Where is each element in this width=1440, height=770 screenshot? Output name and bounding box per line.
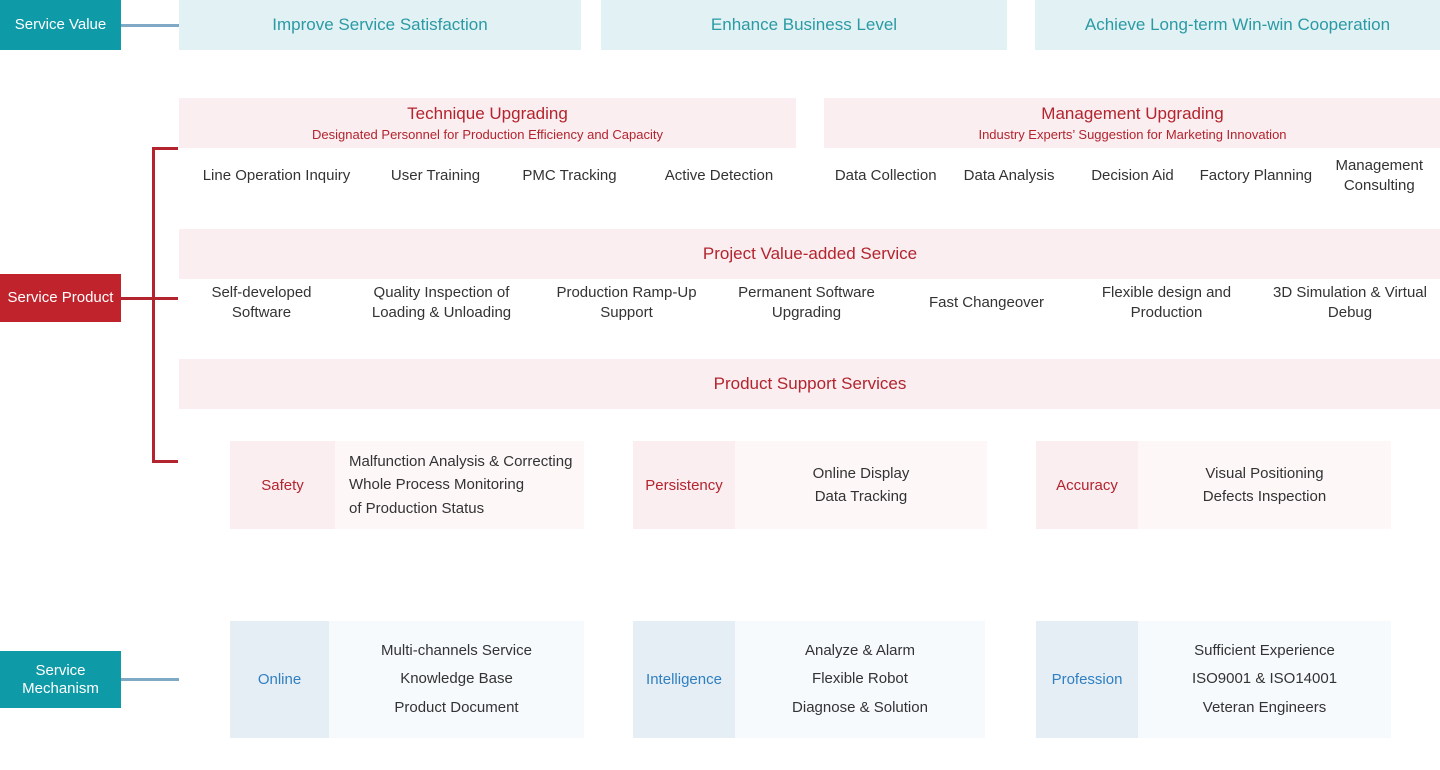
service-mechanism-card-line: Veteran Engineers — [1202, 698, 1327, 716]
service-value-card — [601, 0, 1007, 50]
technique-item: Active Detection — [664, 166, 774, 184]
technique-upgrading-band — [179, 98, 796, 148]
product-support-card-body — [735, 441, 987, 529]
management-item: Factory Planning — [1199, 166, 1313, 184]
service-mechanism-card-body — [735, 621, 987, 738]
value-added-item: Fast Changeover — [928, 293, 1045, 311]
connector-bracket-middle — [121, 297, 178, 300]
management-item: Data Collection — [834, 166, 937, 184]
product-support-card-line: Online Display — [812, 464, 910, 482]
value-added-item: Quality Inspection of Loading & Unloading — [371, 283, 512, 321]
management-item: Management Consulting — [1335, 156, 1424, 194]
value-added-item: 3D Simulation & Virtual Debug — [1273, 283, 1427, 321]
service-mechanism-card — [1036, 621, 1391, 738]
product-support-services-band — [179, 359, 1440, 409]
product-support-card-key: Accuracy — [1036, 441, 1138, 529]
management-upgrading-band — [824, 98, 1440, 148]
value-added-service-items — [179, 275, 1440, 331]
technique-upgrading-items — [179, 155, 796, 197]
connector-line-service-mechanism — [121, 678, 179, 681]
product-support-card-key: Persistency — [633, 441, 735, 529]
connector-line-service-value — [121, 24, 179, 27]
service-mechanism-card-line: Analyze & Alarm — [804, 641, 916, 659]
product-support-card — [1036, 441, 1391, 529]
service-mechanism-card — [633, 621, 987, 738]
service-mechanism-card-body — [1138, 621, 1391, 738]
category-label-service-value-text: Service Value — [14, 16, 107, 33]
service-mechanism-card-key: Profession — [1036, 621, 1138, 738]
service-mechanism-card — [230, 621, 584, 738]
value-added-item: Permanent Software Upgrading — [738, 283, 875, 321]
service-value-card-text: Enhance Business Level — [710, 15, 898, 34]
service-mechanism-card-line: Multi-channels Service — [381, 641, 532, 659]
product-support-card-body — [335, 441, 584, 529]
product-support-card-body — [1138, 441, 1391, 529]
category-label-service-mechanism-text: Service Mechanism — [22, 661, 99, 697]
service-value-card — [1035, 0, 1440, 50]
management-upgrading-subtitle: Industry Experts’ Suggestion for Marketing Innovation — [978, 126, 1287, 142]
management-upgrading-items — [824, 155, 1440, 197]
service-value-card — [179, 0, 581, 50]
value-added-item: Flexible design and Production — [1101, 283, 1232, 321]
service-mechanism-card-key: Online — [230, 621, 329, 738]
service-mechanism-card-line: Product Document — [394, 698, 519, 716]
product-support-card-line: Malfunction Analysis & Correcting — [349, 453, 573, 471]
management-upgrading-title: Management Upgrading — [1041, 103, 1224, 123]
category-label-service-mechanism — [0, 651, 121, 708]
product-support-services-title: Product Support Services — [713, 373, 907, 393]
value-added-service-band — [179, 229, 1440, 279]
value-added-item: Production Ramp-Up Support — [556, 283, 697, 321]
management-item: Data Analysis — [963, 166, 1055, 184]
product-support-card-key: Safety — [230, 441, 335, 529]
technique-upgrading-subtitle: Designated Personnel for Production Efficiency and Capacity — [312, 126, 663, 142]
service-mechanism-card-line: Sufficient Experience — [1194, 641, 1335, 659]
product-support-card — [633, 441, 987, 529]
connector-bracket-top — [152, 147, 178, 150]
service-value-card-text: Improve Service Satisfaction — [272, 15, 488, 34]
category-label-service-product-text: Service Product — [7, 289, 114, 306]
service-mechanism-card-key: Intelligence — [633, 621, 735, 738]
product-support-card-line: Defects Inspection — [1202, 488, 1327, 505]
product-support-card — [230, 441, 584, 529]
service-mechanism-card-line: Knowledge Base — [400, 670, 513, 688]
product-support-card-line: Whole Process Monitoring — [349, 476, 525, 494]
service-mechanism-card-line: ISO9001 & ISO14001 — [1191, 670, 1338, 688]
technique-item: Line Operation Inquiry — [202, 166, 351, 184]
category-label-service-product — [0, 274, 121, 322]
product-support-card-line: of Production Status — [349, 499, 485, 517]
product-support-card-line: Data Tracking — [814, 488, 908, 505]
product-support-card-line: Visual Positioning — [1205, 464, 1324, 482]
technique-item: User Training — [390, 166, 481, 184]
category-label-service-value — [0, 0, 121, 50]
technique-item: PMC Tracking — [522, 166, 617, 184]
service-mechanism-card-line: Flexible Robot — [812, 670, 908, 688]
service-mechanism-card-line: Diagnose & Solution — [792, 698, 928, 716]
connector-bracket-vertical — [152, 147, 155, 463]
technique-upgrading-title: Technique Upgrading — [407, 103, 568, 123]
service-value-card-text: Achieve Long-term Win-win Cooperation — [1084, 15, 1391, 34]
service-mechanism-card-body — [329, 621, 584, 738]
management-item: Decision Aid — [1091, 166, 1174, 184]
connector-bracket-bottom — [152, 460, 178, 463]
value-added-service-title: Project Value-added Service — [702, 243, 918, 263]
value-added-item: Self-developed Software — [211, 283, 312, 321]
